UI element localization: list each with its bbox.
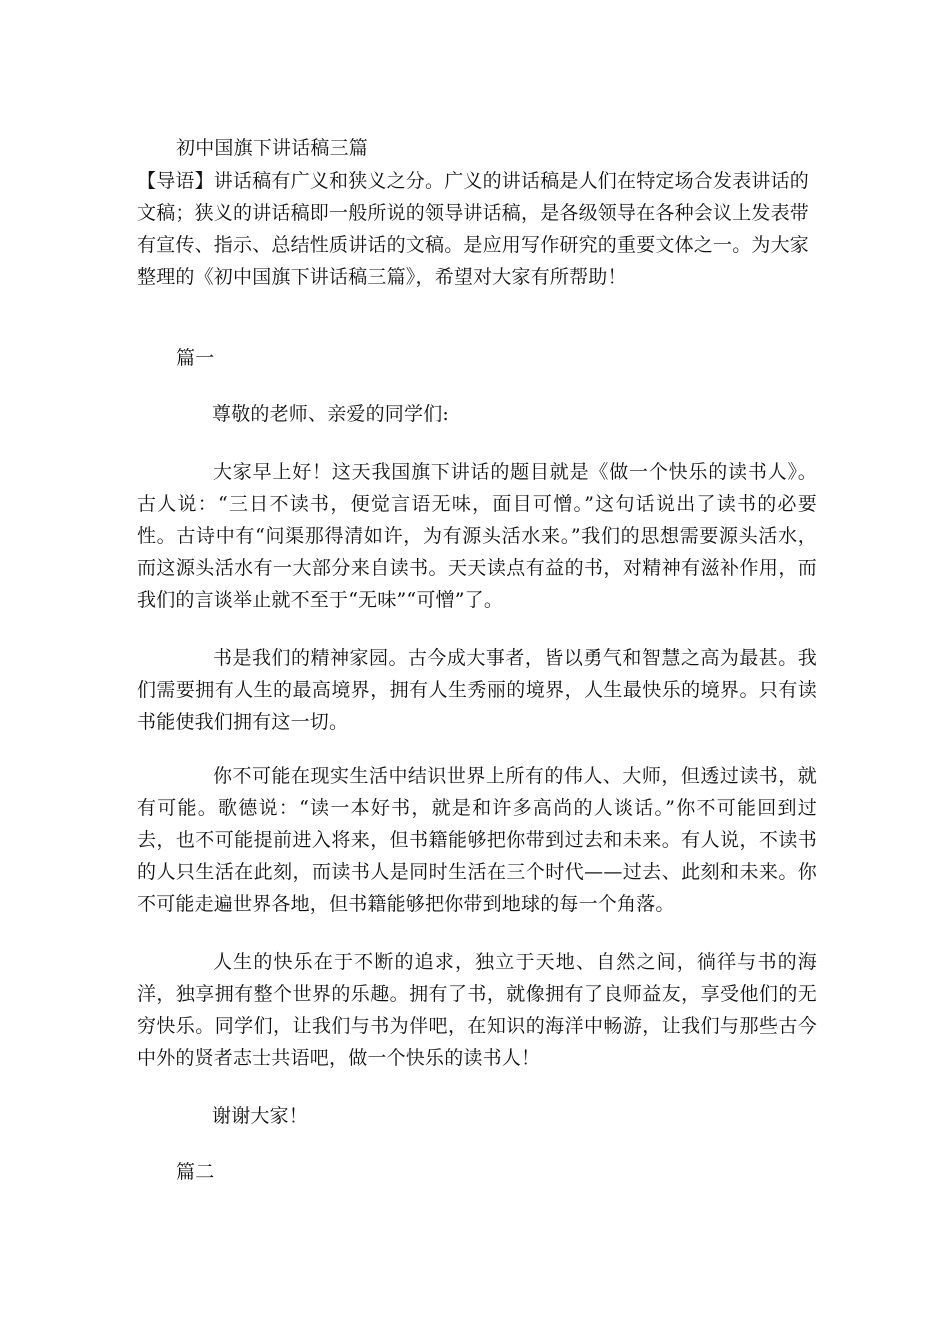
section-heading-2: 篇二: [176, 1161, 215, 1183]
body-paragraph: 书是我们的精神家园。古今成大事者，皆以勇气和智慧之高为最甚。我们需要拥有人生的最高境界，拥有人生秀丽的境界，人生最快乐的境界。只有读书能使我们拥有这一切。: [137, 647, 817, 733]
section-heading-1: 篇一: [176, 347, 215, 369]
greeting: 尊敬的老师、亲爱的同学们:: [212, 403, 450, 425]
document-title: 初中国旗下讲话稿三篇: [176, 137, 369, 159]
body-paragraph: 你不可能在现实生活中结识世界上所有的伟人、大师，但透过读书，就有可能。歌德说：“读一本好书，就是和许多高尚的人谈话。”你不可能回到过去，也不可能提前进入将来，但书籍能够把你带到过去和未来。有人说，不读书的人只生活在此刻，而读书人是同时生活在三个时代——过去、此刻和未来。你不可能走遍世界各地，但书籍能够把你带到地球的每一个角落。: [137, 765, 817, 915]
body-paragraph: 大家早上好！这天我国旗下讲话的题目就是《做一个快乐的读书人》。古人说：“三日不读书，便觉言语无味，面目可憎。”这句话说出了读书的必要性。古诗中有“问渠那得清如许，为有源头活水来。”我们的思想需要源头活水，而这源头活水有一大部分来自读书。天天读点有益的书，对精神有滋补作用，而我们的言谈举止就不至于“无味”“可憎”了。: [137, 461, 817, 611]
closing-line: 谢谢大家！: [212, 1105, 309, 1127]
intro-paragraph: 【导语】讲话稿有广义和狭义之分。广义的讲话稿是人们在特定场合发表讲话的文稿；狭义的讲话稿即一般所说的领导讲话稿，是各级领导在各种会议上发表带有宣传、指示、总结性质讲话的文稿。是应用写作研究的重要文体之一。为大家整理的《初中国旗下讲话稿三篇》，希望对大家有所帮助！: [137, 170, 810, 288]
body-paragraph: 人生的快乐在于不断的追求，独立于天地、自然之间，徜徉与书的海洋，独享拥有整个世界的乐趣。拥有了书，就像拥有了良师益友，享受他们的无穷快乐。同学们，让我们与书为伴吧，在知识的海洋中畅游，让我们与那些古今中外的贤者志士共语吧，做一个快乐的读书人！: [137, 951, 817, 1069]
